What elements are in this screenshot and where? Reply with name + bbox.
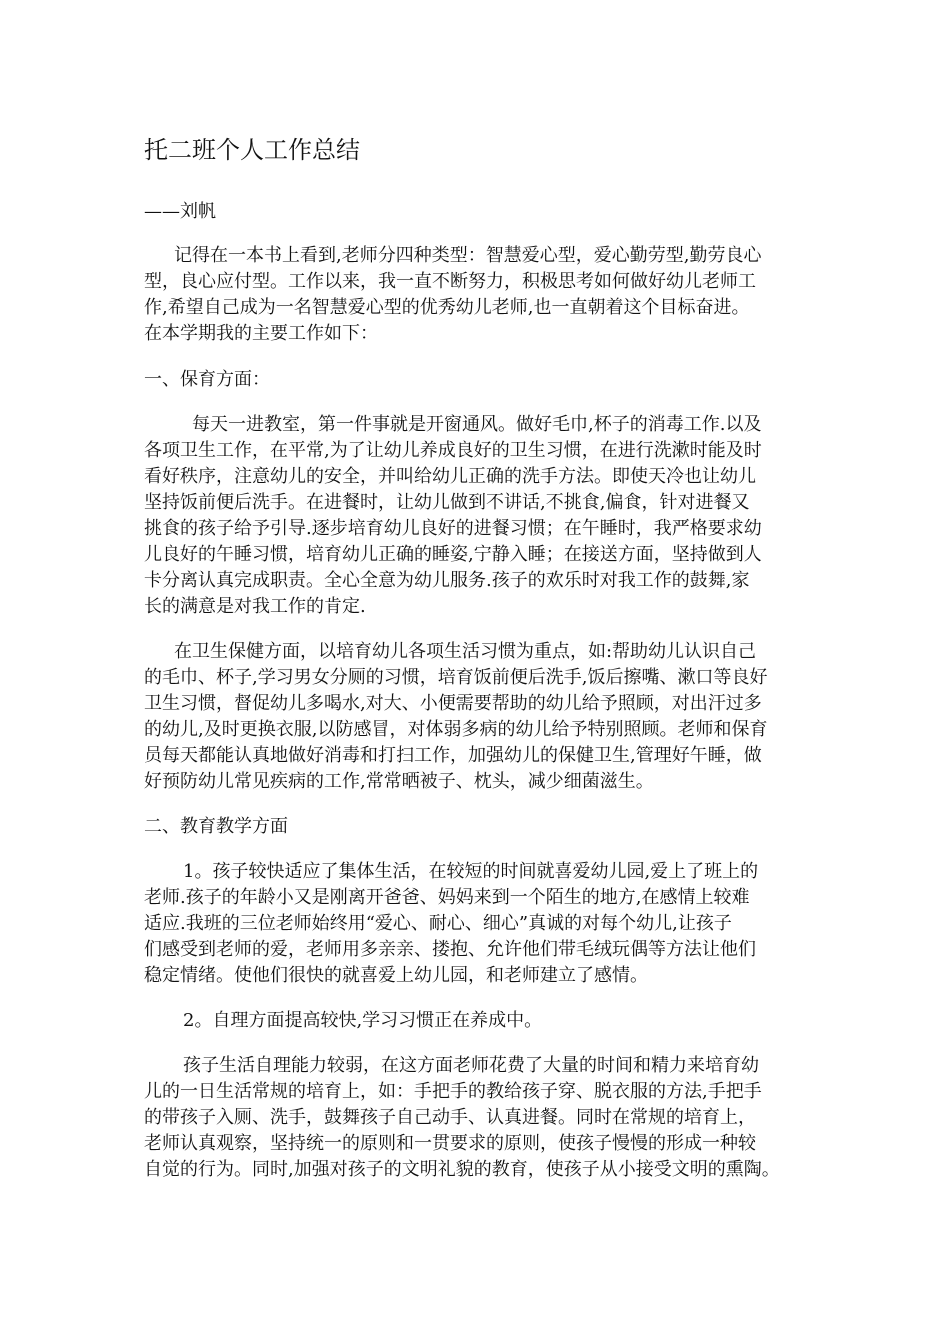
document-author: ——刘帆 (144, 201, 216, 222)
intro-line: 作,希望自己成为一名智慧爱心型的优秀幼儿老师,也一直朝着这个目标奋进。 (144, 297, 750, 318)
paragraph-line: 儿良好的午睡习惯，培育幼儿正确的睡姿,宁静入睡；在接送方面，坚持做到人 (144, 544, 762, 565)
paragraph-line: 们感受到老师的爱，老师用多亲亲、搂抱、允许他们带毛绒玩偶等方法让他们 (144, 939, 756, 960)
paragraph-line: 的带孩子入厕、洗手，鼓舞孩子自己动手、认真进餐。同时在常规的培育上， (144, 1107, 756, 1128)
paragraph-line: 卡分离认真完成职责。全心全意为幼儿服务.孩子的欢乐时对我工作的鼓舞,家 (144, 570, 750, 591)
paragraph-line: 的幼儿,及时更换衣服,以防感冒，对体弱多病的幼儿给予特别照顾。老师和保育 (144, 719, 768, 740)
intro-line: 记得在一本书上看到,老师分四种类型：智慧爱心型，爱心勤劳型,勤劳良心 (174, 245, 762, 266)
paragraph-line: 员每天都能认真地做好消毒和打扫工作，加强幼儿的保健卫生,管理好午睡，做 (144, 745, 762, 766)
paragraph-line: 老师.孩子的年龄小又是刚离开爸爸、妈妈来到一个陌生的地方,在感情上较难 (144, 887, 750, 908)
paragraph-line: 的毛巾、杯子,学习男女分厕的习惯，培育饭前便后洗手,饭后擦嘴、漱口等良好 (144, 667, 768, 688)
paragraph-line: 卫生习惯，督促幼儿多喝水,对大、小便需要帮助的幼儿给予照顾，对出汗过多 (144, 693, 762, 714)
paragraph-line: 老师认真观察，坚持统一的原则和一贯要求的原则，使孩子慢慢的形成一种较 (144, 1133, 756, 1154)
paragraph-line: 适应.我班的三位老师始终用“爱心、耐心、细心”真诚的对每个幼儿,让孩子 (144, 913, 732, 934)
intro-line: 在本学期我的主要工作如下： (144, 323, 378, 344)
paragraph-line: 1。孩子较快适应了集体生活，在较短的时间就喜爱幼儿园,爱上了班上的 (183, 861, 759, 882)
subsection-heading-self-care: 2。自理方面提高较快,学习习惯正在养成中。 (183, 1010, 543, 1031)
paragraph-line: 自觉的行为。同时,加强对孩子的文明礼貌的教育，使孩子从小接受文明的熏陶。 (144, 1159, 780, 1180)
section-heading-childcare: 一、保育方面： (144, 369, 270, 390)
section-heading-teaching: 二、教育教学方面 (144, 816, 288, 837)
paragraph-line: 稳定情绪。使他们很快的就喜爱上幼儿园，和老师建立了感情。 (144, 965, 648, 986)
paragraph-line: 看好秩序，注意幼儿的安全，并叫给幼儿正确的洗手方法。即使天冷也让幼儿 (144, 466, 756, 487)
paragraph-line: 孩子生活自理能力较弱，在这方面老师花费了大量的时间和精力来培育幼 (183, 1055, 759, 1076)
paragraph-line: 好预防幼儿常见疾病的工作,常常晒被子、枕头，减少细菌滋生。 (144, 771, 654, 792)
intro-line: 型，良心应付型。工作以来，我一直不断努力，积极思考如何做好幼儿老师工 (144, 271, 756, 292)
paragraph-line: 挑食的孩子给予引导.逐步培育幼儿良好的进餐习惯；在午睡时，我严格要求幼 (144, 518, 762, 539)
paragraph-line: 儿的一日生活常规的培育上，如：手把手的教给孩子穿、脱衣服的方法,手把手 (144, 1081, 762, 1102)
paragraph-line: 坚持饭前便后洗手。在进餐时，让幼儿做到不讲话,不挑食,偏食，针对进餐又 (144, 492, 750, 513)
paragraph-line: 长的满意是对我工作的肯定. (144, 596, 366, 617)
paragraph-line: 各项卫生工作，在平常,为了让幼儿养成良好的卫生习惯，在进行洗漱时能及时 (144, 440, 762, 461)
document-title: 托二班个人工作总结 (144, 136, 360, 164)
paragraph-line: 在卫生保健方面，以培育幼儿各项生活习惯为重点，如:帮助幼儿认识自己 (174, 641, 757, 662)
paragraph-line: 每天一进教室，第一件事就是开窗通风。做好毛巾,杯子的消毒工作.以及 (192, 414, 762, 435)
